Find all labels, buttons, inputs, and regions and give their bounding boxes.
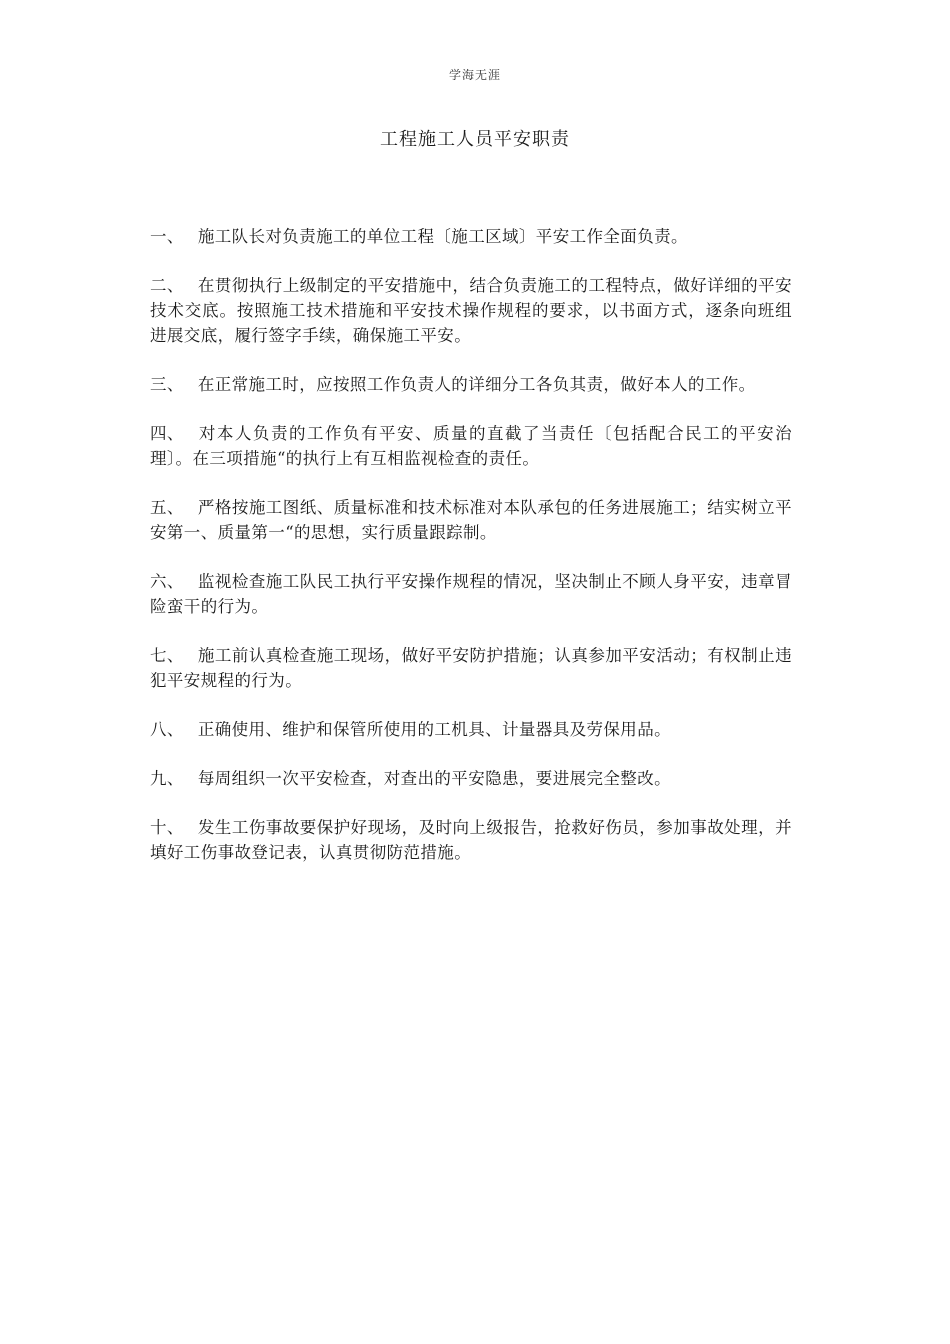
clause-text: 每周组织一次平安检查，对查出的平安隐患，要进展完全整改。 (197, 769, 672, 788)
clause-1 (150, 224, 792, 249)
clause-3 (150, 372, 792, 397)
clause-9 (150, 766, 792, 791)
clause-6 (150, 569, 792, 619)
clause-number: 八、 (150, 720, 184, 739)
document-title: 工程施工人员平安职责 (380, 129, 570, 150)
clause-text: 在正常施工时，应按照工作负责人的详细分工各负其责，做好本人的工作。 (197, 375, 756, 394)
clause-number: 五、 (150, 498, 184, 517)
clause-number: 四、 (150, 424, 184, 443)
clause-number: 一、 (150, 227, 184, 246)
clause-8 (150, 717, 792, 742)
clause-10 (150, 815, 792, 865)
clause-7 (150, 643, 792, 693)
clause-text: 发生工伤事故要保护好现场，及时向上级报告，抢救好伤员，参加事故处理，并填好工伤事故登记表，认真贯彻防范措施。 (150, 818, 792, 862)
clause-4 (150, 421, 792, 471)
clause-5 (150, 495, 792, 545)
clause-text: 监视检查施工队民工执行平安操作规程的情况，坚决制止不顾人身平安，违章冒险蛮干的行为。 (150, 572, 792, 616)
clause-number: 三、 (150, 375, 184, 394)
document-body (150, 224, 792, 889)
clause-text: 严格按施工图纸、质量标准和技术标准对本队承包的任务进展施工；结实树立平安第一、质量第一“的思想，实行质量跟踪制。 (150, 498, 792, 542)
clause-number: 六、 (150, 572, 184, 591)
clause-text: 在贯彻执行上级制定的平安措施中，结合负责施工的工程特点，做好详细的平安技术交底。按照施工技术措施和平安技术操作规程的要求，以书面方式，逐条向班组进展交底，履行签字手续，确保施工平安。 (150, 276, 792, 345)
clause-number: 九、 (150, 769, 184, 788)
clause-number: 十、 (150, 818, 184, 837)
clause-text: 施工队长对负责施工的单位工程〔施工区域〕平安工作全面负责。 (197, 227, 688, 246)
clause-text: 正确使用、维护和保管所使用的工机具、计量器具及劳保用品。 (197, 720, 672, 739)
clause-2 (150, 273, 792, 348)
page-header: 学海无涯 (448, 68, 501, 82)
clause-text: 施工前认真检查施工现场，做好平安防护措施；认真参加平安活动；有权制止违犯平安规程的行为。 (150, 646, 792, 690)
clause-number: 七、 (150, 646, 184, 665)
clause-number: 二、 (150, 276, 184, 295)
clause-text: 对本人负责的工作负有平安、质量的直截了当责任〔包括配合民工的平安治理〕。在三项措施“的执行上有互相监视检查的责任。 (150, 424, 792, 468)
